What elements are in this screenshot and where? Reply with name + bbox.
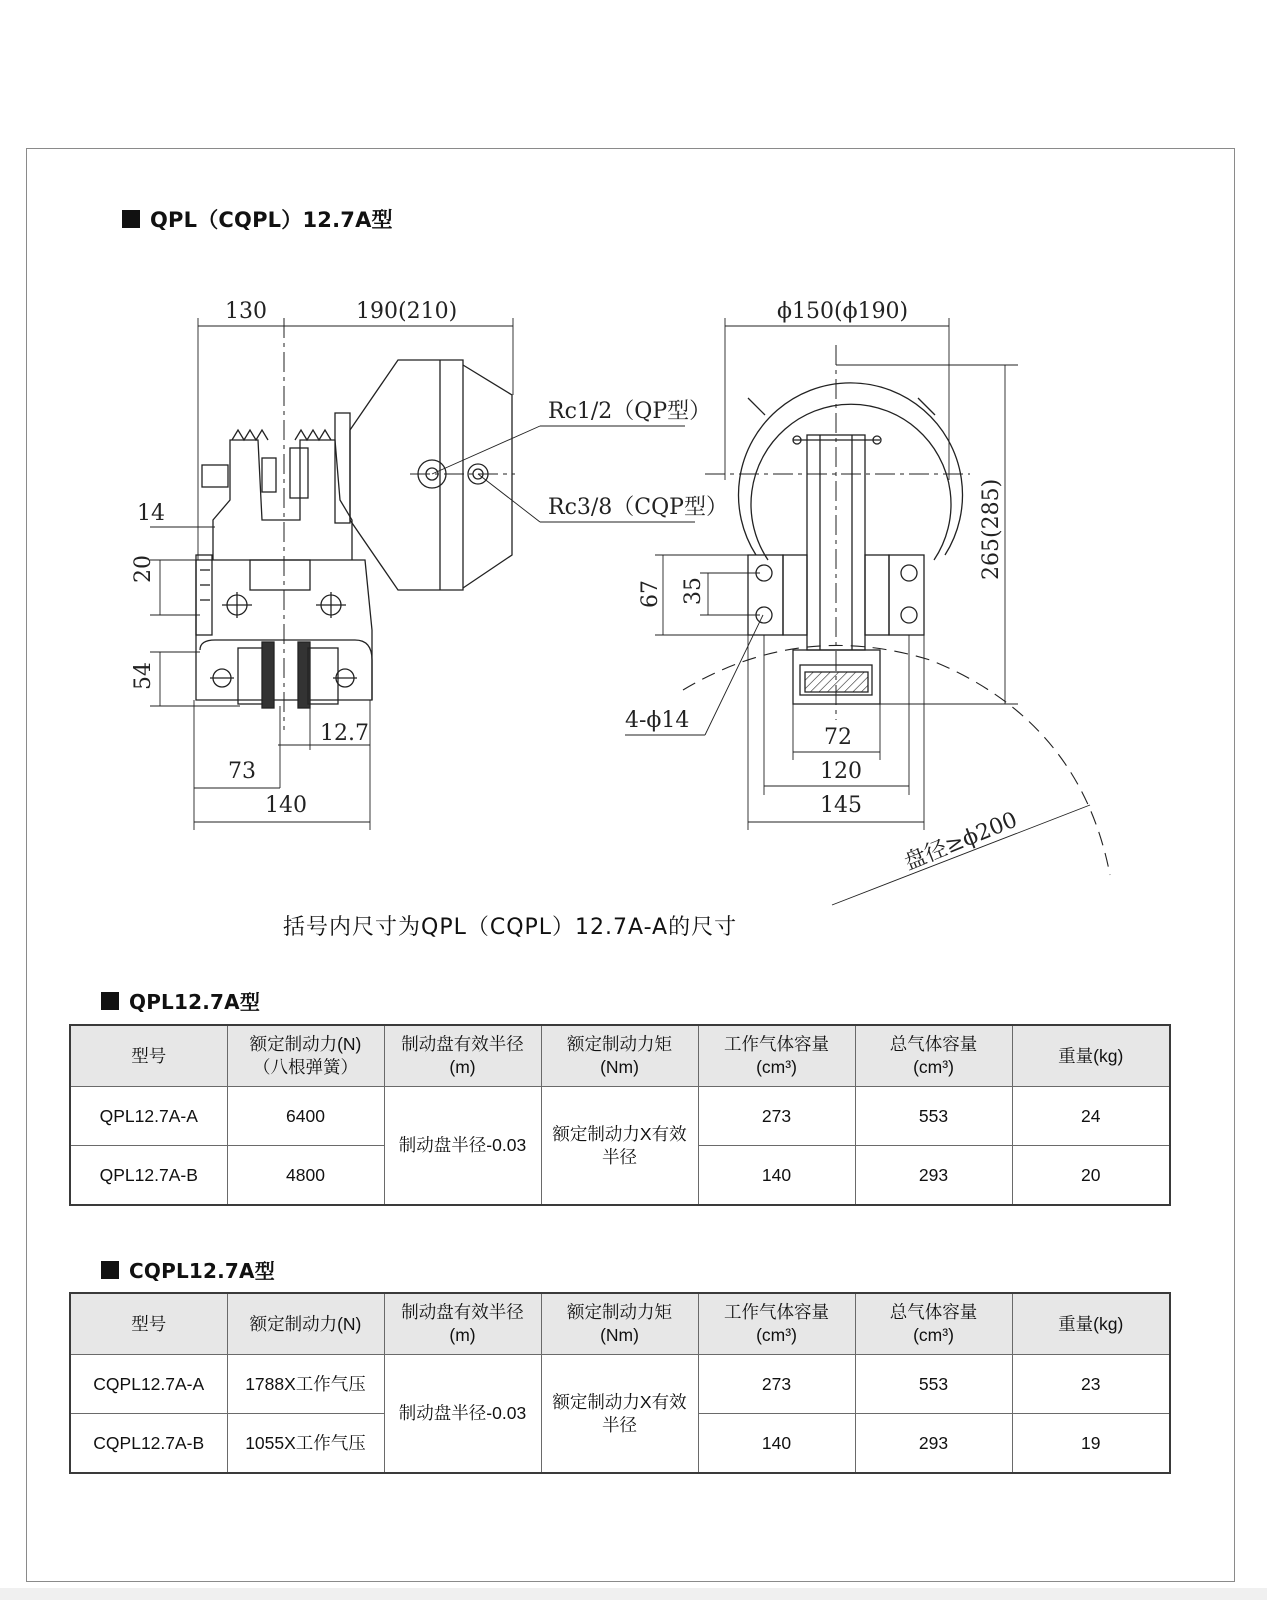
cell-force: 1055X工作气压 <box>227 1414 384 1474</box>
dim-190: 190(210) <box>356 299 458 324</box>
square-bullet-icon <box>101 1261 119 1279</box>
dim-73: 73 <box>228 759 256 784</box>
section-title-main: QPL（CQPL）12.7A型 <box>122 204 393 234</box>
dim-72: 72 <box>824 725 852 750</box>
adjust-nut <box>202 465 228 487</box>
left-plate <box>196 555 212 635</box>
header-total-gas: 总气体容量 (cm³) <box>855 1293 1012 1355</box>
dim-12-7: 12.7 <box>320 721 369 746</box>
cell-total-gas: 553 <box>855 1087 1012 1146</box>
dim-265: 265(285) <box>979 478 1004 580</box>
cell-total-gas: 293 <box>855 1414 1012 1474</box>
table2-title: CQPL12.7A型 <box>101 1255 275 1284</box>
header-model: 型号 <box>70 1025 227 1087</box>
header-rated-torque: 额定制动力矩 (Nm) <box>541 1293 698 1355</box>
disc-ring-inner <box>751 404 951 560</box>
dimension-note: 括号内尺寸为QPL（CQPL）12.7A-A的尺寸 <box>283 915 738 940</box>
header-rated-torque: 额定制动力矩 (Nm) <box>541 1025 698 1087</box>
dim-54: 54 <box>131 662 156 690</box>
label-rc12: Rc1/2（QP型） <box>548 399 712 424</box>
cell-torque: 额定制动力X有效 半径 <box>541 1087 698 1206</box>
header-effective-radius: 制动盘有效半径 (m) <box>384 1025 541 1087</box>
cell-force: 4800 <box>227 1146 384 1206</box>
cell-working-gas: 140 <box>698 1146 855 1206</box>
header-working-gas: 工作气体容量 (cm³) <box>698 1025 855 1087</box>
cell-total-gas: 293 <box>855 1146 1012 1206</box>
dim-phi150: ϕ150(ϕ190) <box>777 299 909 324</box>
cell-weight: 24 <box>1012 1087 1170 1146</box>
bottom-shade <box>0 1588 1267 1600</box>
cell-torque: 额定制动力X有效 半径 <box>541 1355 698 1474</box>
cell-model: CQPL12.7A-A <box>70 1355 227 1414</box>
cell-weight: 23 <box>1012 1355 1170 1414</box>
dim-67: 67 <box>638 580 663 608</box>
spec-table-qpl <box>69 1024 1171 1206</box>
header-total-gas: 总气体容量 (cm³) <box>855 1025 1012 1087</box>
table1-title: QPL12.7A型 <box>101 986 260 1015</box>
label-holes: 4-ϕ14 <box>625 708 690 733</box>
cell-working-gas: 273 <box>698 1355 855 1414</box>
cell-total-gas: 553 <box>855 1355 1012 1414</box>
header-model: 型号 <box>70 1293 227 1355</box>
spec-table-cqpl <box>69 1292 1171 1474</box>
dim-35: 35 <box>681 577 706 605</box>
table-header-row <box>70 1293 1170 1355</box>
dim-140: 140 <box>265 793 307 818</box>
header-rated-force: 额定制动力(N) <box>227 1293 384 1355</box>
nameplate <box>250 560 310 590</box>
cell-weight: 20 <box>1012 1146 1170 1206</box>
cell-model: QPL12.7A-A <box>70 1087 227 1146</box>
cell-weight: 19 <box>1012 1414 1170 1474</box>
table-row <box>70 1087 1170 1146</box>
dim-130: 130 <box>225 299 267 324</box>
dim-120: 120 <box>820 759 862 784</box>
label-rc38: Rc3/8（CQP型） <box>548 495 728 520</box>
dim-20: 20 <box>131 555 156 583</box>
caliper-upper <box>213 440 352 560</box>
dim-14: 14 <box>137 501 165 526</box>
cell-working-gas: 140 <box>698 1414 855 1474</box>
label-disc: 盘径≥ϕ200 <box>900 807 1021 876</box>
cell-model: QPL12.7A-B <box>70 1146 227 1206</box>
dim-145: 145 <box>820 793 862 818</box>
square-bullet-icon <box>101 992 119 1010</box>
header-effective-radius: 制动盘有效半径 (m) <box>384 1293 541 1355</box>
table-row <box>70 1355 1170 1414</box>
cell-working-gas: 273 <box>698 1087 855 1146</box>
header-weight: 重量(kg) <box>1012 1293 1170 1355</box>
cell-model: CQPL12.7A-B <box>70 1414 227 1474</box>
header-weight: 重量(kg) <box>1012 1025 1170 1087</box>
cell-force: 1788X工作气压 <box>227 1355 384 1414</box>
cell-force: 6400 <box>227 1087 384 1146</box>
header-working-gas: 工作气体容量 (cm³) <box>698 1293 855 1355</box>
cell-radius: 制动盘半径-0.03 <box>384 1355 541 1474</box>
disc-arc <box>683 645 1110 875</box>
header-rated-force: 额定制动力(N) （八根弹簧） <box>227 1025 384 1087</box>
cell-radius: 制动盘半径-0.03 <box>384 1087 541 1206</box>
table-header-row <box>70 1025 1170 1087</box>
